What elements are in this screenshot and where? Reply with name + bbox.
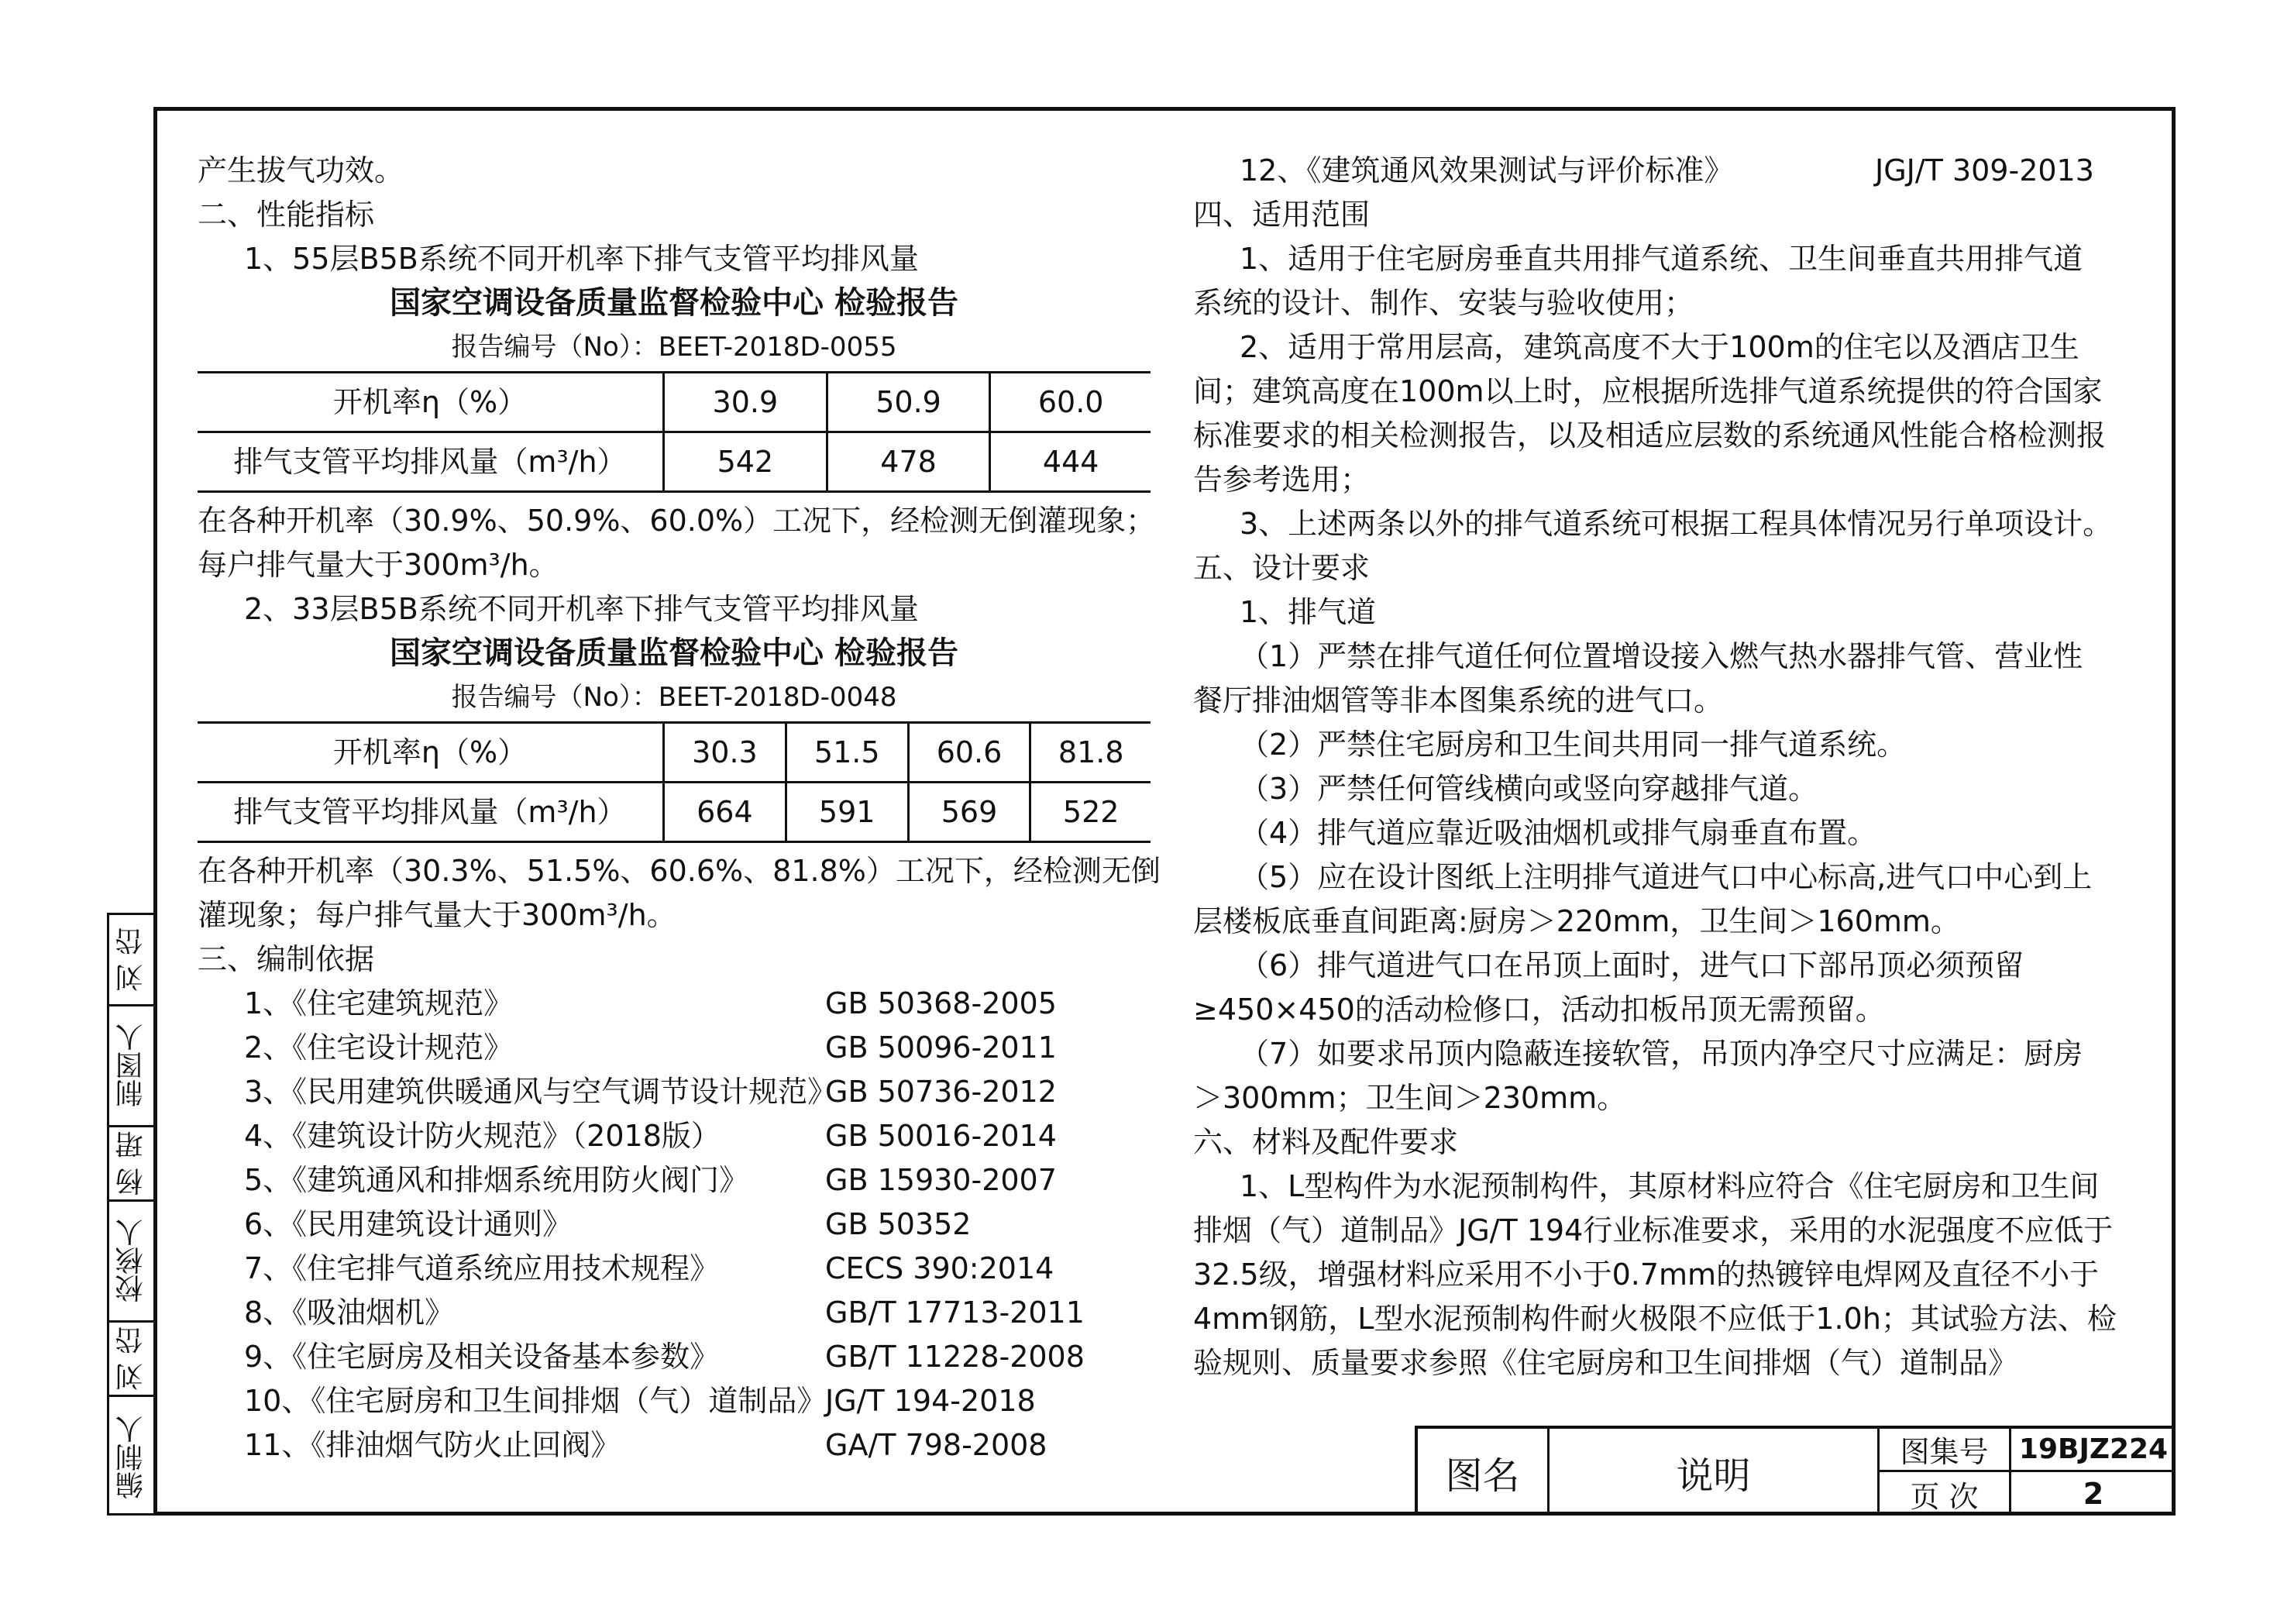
- reference-code: GB 50352: [825, 1207, 972, 1241]
- text-line: （1）严禁在排气道任何位置增设接入燃气热水器排气管、营业性: [1240, 639, 2083, 673]
- text-line: 层楼板底垂直间距离:厨房＞220mm，卫生间＞160mm。: [1193, 904, 1960, 938]
- reference-title: 3、《民用建筑供暖通风与空气调节设计规范》: [244, 1075, 838, 1109]
- drawing-title: 说明: [1550, 1429, 1880, 1516]
- title-block: [1415, 1426, 2176, 1516]
- reference-code: GB 15930-2007: [825, 1163, 1057, 1197]
- reference-title: 11、《排油烟气防火止回阀》: [244, 1428, 621, 1462]
- reference-item: [198, 1379, 1151, 1423]
- text-line: 1、排气道: [1240, 595, 1377, 629]
- table1-report-title: 国家空调设备质量监督检验中心 检验报告: [390, 285, 958, 321]
- reference-item: [198, 1423, 1151, 1467]
- reference-title: 5、《建筑通风和排烟系统用防火阀门》: [244, 1163, 749, 1197]
- table1-note: 每户排气量大于300m³/h。: [198, 548, 559, 582]
- reference-item: [198, 1247, 1151, 1291]
- table-row: [198, 723, 1151, 783]
- text-line: 产生拔气功效。: [198, 153, 404, 188]
- table-cell: 542: [664, 432, 827, 492]
- table-cell: 444: [990, 432, 1151, 492]
- table-row: [198, 783, 1151, 842]
- reference-title: 6、《民用建筑设计通则》: [244, 1207, 573, 1241]
- reference-title: 7、《住宅排气道系统应用技术规程》: [244, 1251, 720, 1285]
- table-cell: 664: [664, 783, 786, 842]
- reference-list: [198, 982, 1151, 1467]
- text-line: 1、L型构件为水泥预制构件，其原材料应符合《住宅厨房和卫生间: [1240, 1169, 2100, 1203]
- reference-code: GB 50016-2014: [825, 1119, 1057, 1153]
- table-cell: 81.8: [1030, 723, 1151, 783]
- table2-note: 灌现象；每户排气量大于300m³/h。: [198, 898, 676, 932]
- reference-code: JGJ/T 309-2013: [1875, 153, 2094, 188]
- reference-item: [198, 1335, 1151, 1379]
- text-line: （7）如要求吊顶内隐蔽连接软管，吊顶内净空尺寸应满足：厨房: [1240, 1037, 2083, 1071]
- table-cell: 开机率η（%）: [198, 723, 664, 783]
- table1-note: 在各种开机率（30.9%、50.9%、60.0%）工况下，经检测无倒灌现象；: [198, 504, 1156, 538]
- text-line: ≥450×450的活动检修口，活动扣板吊顶无需预留。: [1193, 993, 1885, 1027]
- reference-item: [198, 1291, 1151, 1335]
- text-line: （5）应在设计图纸上注明排气道进气口中心标高,进气口中心到上: [1240, 860, 2093, 894]
- table-cell: 591: [786, 783, 908, 842]
- table-cell: 开机率η（%）: [198, 373, 664, 432]
- text-line: 2、适用于常用层高，建筑高度不大于100m的住宅以及酒店卫生: [1240, 330, 2079, 364]
- right-column: [1193, 149, 2154, 1385]
- reference-code: GB 50736-2012: [825, 1075, 1057, 1109]
- sig-role-checker: 校核人: [109, 1202, 153, 1323]
- text-line: 标准要求的相关检测报告，以及相适应层数的系统通风性能合格检测报: [1193, 418, 2107, 452]
- text-line: （6）排气道进气口在吊顶上面时，进气口下部吊顶必须预留: [1240, 948, 2024, 982]
- page-number: 2: [2083, 1477, 2104, 1511]
- text-line: 32.5级，增强材料应采用不小于0.7mm的热镀锌电焊网及直径不小于: [1193, 1258, 2100, 1292]
- sig-name-compiler: 刘 岱: [109, 1323, 153, 1397]
- table-cell: 排气支管平均排风量（m³/h）: [198, 432, 664, 492]
- table-cell: 30.9: [664, 373, 827, 432]
- table-cell: 50.9: [827, 373, 990, 432]
- reference-item: [1193, 149, 2154, 193]
- text-line: 餐厅排油烟管等非本图集系统的进气口。: [1193, 683, 1724, 717]
- sig-name-checker: 杨 珺: [109, 1127, 153, 1202]
- reference-code: GB 50096-2011: [825, 1030, 1057, 1065]
- table-cell: 478: [827, 432, 990, 492]
- table1-heading: 1、55层B5B系统不同开机率下排气支管平均排风量: [244, 242, 919, 276]
- title-label: 图名: [1418, 1429, 1550, 1516]
- reference-title: 12、《建筑通风效果测试与评价标准》: [1240, 153, 1734, 188]
- section-heading: 二、性能指标: [198, 198, 375, 232]
- sig-role-compiler: 编制人: [115, 1416, 147, 1499]
- text-line: 排烟（气）道制品》JG/T 194行业标准要求，采用的水泥强度不应低于: [1193, 1213, 2114, 1247]
- reference-code: CECS 390:2014: [825, 1251, 1054, 1285]
- reference-code: GB/T 11228-2008: [825, 1340, 1085, 1374]
- reference-item: [198, 1026, 1151, 1070]
- table-cell: 排气支管平均排风量（m³/h）: [198, 783, 664, 842]
- atlas-number: 19BJZ224: [2011, 1429, 2176, 1472]
- reference-title: 10、《住宅厨房和卫生间排烟（气）道制品》: [244, 1384, 827, 1418]
- text-line: ＞300mm；卫生间＞230mm。: [1193, 1081, 1627, 1115]
- reference-title: 8、《吸油烟机》: [244, 1295, 455, 1330]
- text-line: 系统的设计、制作、安装与验收使用；: [1193, 286, 1694, 320]
- signature-strip: [107, 913, 153, 1516]
- reference-title: 4、《建筑设计防火规范》（2018版）: [244, 1119, 721, 1153]
- reference-code: GB/T 17713-2011: [825, 1295, 1085, 1330]
- table-row: [198, 373, 1151, 432]
- text-line: 验规则、质量要求参照《住宅厨房和卫生间排烟（气）道制品》: [1193, 1346, 2018, 1380]
- text-line: 告参考选用；: [1193, 463, 1371, 497]
- table-cell: 60.0: [990, 373, 1151, 432]
- reference-code: JG/T 194-2018: [825, 1384, 1036, 1418]
- table-cell: 522: [1030, 783, 1151, 842]
- section-heading: 三、编制依据: [198, 942, 375, 976]
- text-line: 4mm钢筋，L型水泥预制构件耐火极限不应低于1.0h；其试验方法、检: [1193, 1302, 2117, 1336]
- table1: [198, 371, 1151, 493]
- reference-code: GB 50368-2005: [825, 986, 1057, 1020]
- table-row: [198, 432, 1151, 492]
- text-line: （3）严禁任何管线横向或竖向穿越排气道。: [1240, 772, 1818, 806]
- table2-heading: 2、33层B5B系统不同开机率下排气支管平均排风量: [244, 592, 919, 626]
- text-line: 五、设计要求: [1193, 551, 1371, 585]
- reference-title: 9、《住宅厨房及相关设备基本参数》: [244, 1340, 720, 1374]
- reference-title: 2、《住宅设计规范》: [244, 1030, 514, 1065]
- reference-item: [198, 982, 1151, 1026]
- table-cell: 51.5: [786, 723, 908, 783]
- table2: [198, 721, 1151, 843]
- reference-item: [198, 1203, 1151, 1247]
- table2-report-number: 报告编号（No）：BEET-2018D-0048: [451, 682, 897, 713]
- text-line: （4）排气道应靠近吸油烟机或排气扇垂直布置。: [1240, 816, 1877, 850]
- sig-role-drafter: 制图人: [109, 1006, 153, 1127]
- text-line: 1、适用于住宅厨房垂直共用排气道系统、卫生间垂直共用排气道: [1240, 242, 2083, 276]
- right-text-body: [1193, 193, 2154, 1385]
- reference-title: 1、《住宅建筑规范》: [244, 986, 514, 1020]
- sig-name-drafter: 刘 岱: [109, 915, 153, 1006]
- text-line: 3、上述两条以外的排气道系统可根据工程具体情况另行单项设计。: [1240, 507, 2113, 541]
- text-line: 间；建筑高度在100m以上时，应根据所选排气道系统提供的符合国家: [1193, 374, 2103, 408]
- reference-item: [198, 1158, 1151, 1203]
- table1-report-number: 报告编号（No）：BEET-2018D-0055: [451, 332, 897, 363]
- reference-item: [198, 1070, 1151, 1114]
- table-cell: 30.3: [664, 723, 786, 783]
- page-label: 页 次: [1880, 1472, 2011, 1516]
- reference-item: [198, 1114, 1151, 1158]
- table2-report-title: 国家空调设备质量监督检验中心 检验报告: [390, 635, 958, 671]
- text-line: 四、适用范围: [1193, 198, 1371, 232]
- table-cell: 569: [908, 783, 1030, 842]
- table-cell: 60.6: [908, 723, 1030, 783]
- text-line: 六、材料及配件要求: [1193, 1125, 1459, 1159]
- text-line: （2）严禁住宅厨房和卫生间共用同一排气道系统。: [1240, 728, 1907, 762]
- reference-code: GA/T 798-2008: [825, 1428, 1047, 1462]
- atlas-label: 图集号: [1880, 1429, 2011, 1472]
- left-column: [198, 149, 1161, 1467]
- table2-note: 在各种开机率（30.3%、51.5%、60.6%、81.8%）工况下，经检测无倒: [198, 854, 1161, 888]
